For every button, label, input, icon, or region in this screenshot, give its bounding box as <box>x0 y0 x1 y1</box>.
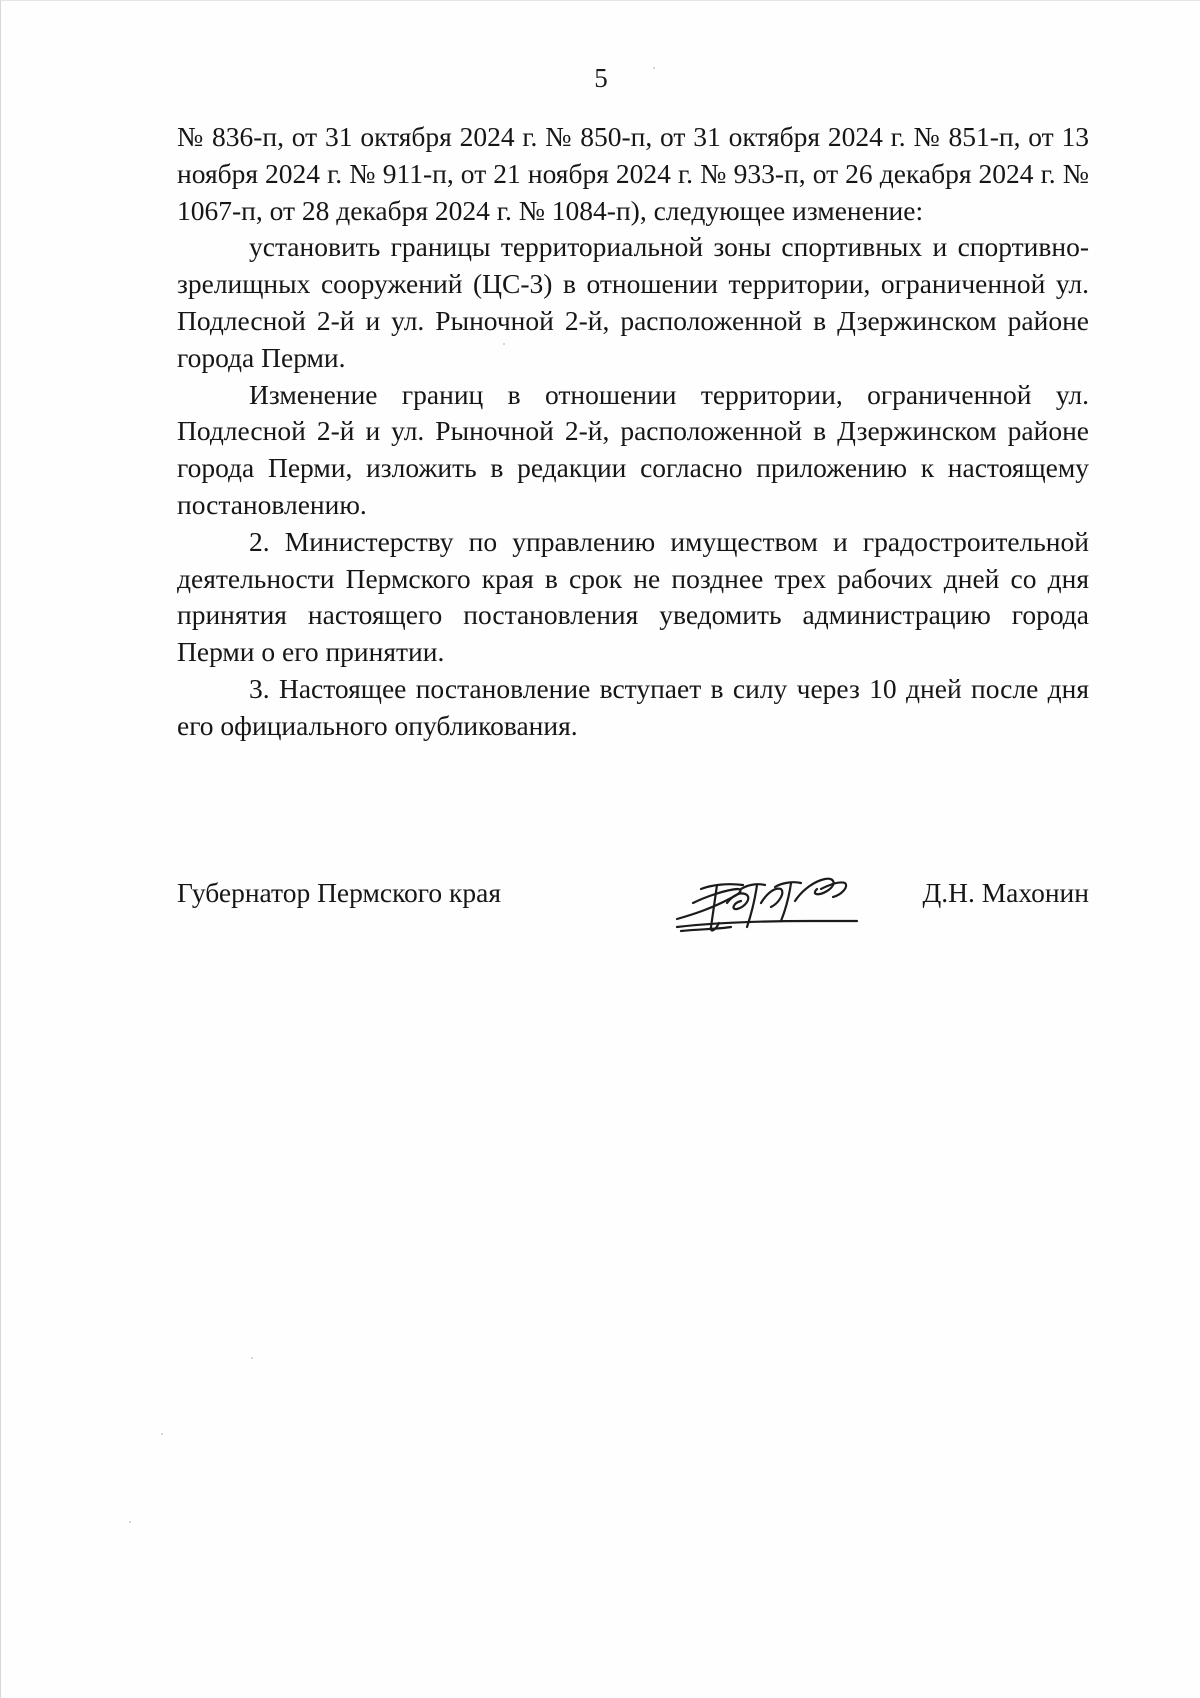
page-number: 5 <box>594 63 608 93</box>
paragraph-boundary-change: Изменение границ в отношении территории, ограниченной ул. Подлесной 2-й и ул. Рыночной 2-й, расположенной в Дзержинском районе города Перми, изложить в редакции согласно приложению к настоящему постановлению. <box>177 378 1089 520</box>
scan-speck <box>129 1521 131 1523</box>
scan-speck <box>251 1357 253 1359</box>
signature-block <box>177 873 1089 943</box>
signatory-title: Губернатор Пермского края <box>177 877 501 908</box>
paragraph-item-2: 2. Министерству по управлению имуществом и градостроительной деятельности Пермского края в срок не позднее трех рабочих дней со дня принятия настоящего постановления уведомить администрацию города Перми о его принятии. <box>177 525 1089 668</box>
handwritten-signature <box>671 859 861 939</box>
scan-speck <box>161 1433 163 1435</box>
document-body <box>177 119 1089 745</box>
signatory-name: Д.Н. Махонин <box>922 877 1089 908</box>
paragraph-continuation: № 836-п, от 31 октября 2024 г. № 850-п, от 31 октября 2024 г. № 851-п, от 13 ноября 2024 г. № 911-п, от 21 ноября 2024 г. № 933-п, от 26 декабря 2024 г. № 1067-п, от 28 декабря 2024 г. № 1084-п), следующее изменение: <box>177 121 1089 226</box>
paragraph-zone-boundaries: установить границы территориальной зоны спортивных и спортивно-зрелищных сооружений (ЦС-3) в отношении территории, ограниченной ул. Подлесной 2-й и ул. Рыночной 2-й, расположенной в Дзержинском районе города Перми. <box>177 231 1089 373</box>
paragraph-item-3: 3. Настоящее постановление вступает в силу через 10 дней после дня его официального опубликования. <box>177 672 1089 741</box>
scan-speck <box>653 67 655 69</box>
scan-speck <box>503 343 505 345</box>
